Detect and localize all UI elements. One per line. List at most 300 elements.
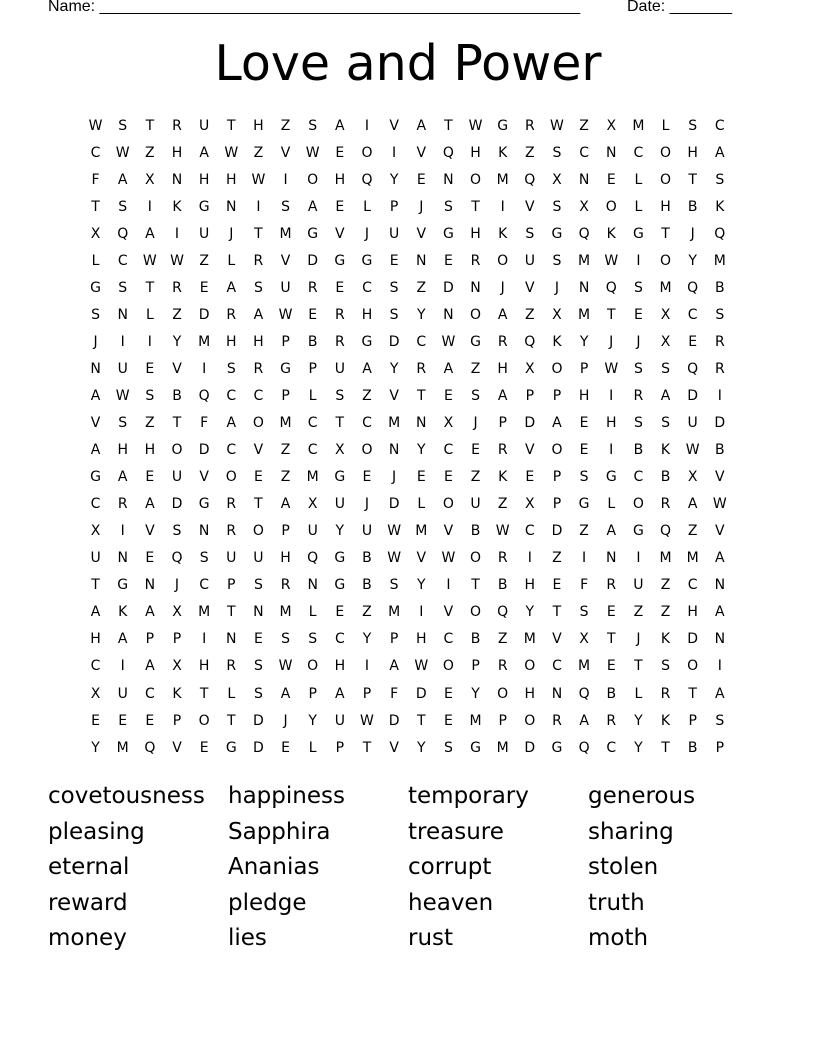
- grid-letter: G: [90, 279, 101, 296]
- grid-letter: P: [281, 523, 290, 540]
- grid-letter: N: [226, 198, 237, 215]
- grid-letter: X: [90, 523, 101, 540]
- grid-letter: L: [634, 171, 643, 188]
- grid-letter: C: [199, 577, 210, 594]
- grid-letter: G: [334, 469, 346, 486]
- grid-letter: T: [661, 225, 670, 242]
- grid-letter: S: [552, 252, 562, 269]
- grid-letter: M: [279, 604, 292, 621]
- grid-letter: S: [552, 144, 562, 161]
- word-bank-item: lies: [228, 925, 267, 952]
- grid-letter: H: [198, 171, 210, 188]
- grid-letter: G: [551, 739, 563, 756]
- grid-letter: A: [280, 685, 291, 702]
- grid-letter: E: [145, 712, 155, 729]
- grid-letter: R: [226, 658, 237, 675]
- grid-letter: D: [307, 252, 319, 269]
- grid-letter: A: [715, 604, 725, 621]
- grid-letter: R: [497, 658, 508, 675]
- grid-letter: E: [525, 469, 535, 486]
- grid-letter: C: [334, 631, 345, 648]
- grid-row: [82, 355, 733, 382]
- grid-row: [82, 247, 733, 274]
- grid-letter: N: [470, 279, 481, 296]
- grid-letter: C: [362, 415, 372, 432]
- grid-letter: O: [524, 712, 536, 729]
- grid-letter: T: [362, 739, 372, 756]
- grid-letter: C: [362, 279, 372, 296]
- grid-letter: R: [606, 577, 617, 594]
- grid-letter: A: [389, 658, 399, 675]
- grid-letter: N: [416, 252, 427, 269]
- grid-letter: Z: [525, 144, 535, 161]
- grid-letter: R: [226, 496, 237, 513]
- grid-letter: H: [361, 306, 373, 323]
- grid-letter: P: [308, 360, 317, 377]
- grid-letter: L: [634, 198, 643, 215]
- grid-letter: E: [606, 604, 616, 621]
- grid-letter: Z: [470, 469, 481, 486]
- grid-letter: T: [91, 198, 100, 215]
- grid-letter: D: [388, 712, 400, 729]
- grid-letter: S: [661, 360, 670, 377]
- grid-letter: O: [442, 658, 454, 675]
- grid-letter: J: [636, 333, 641, 350]
- grid-letter: A: [362, 360, 372, 377]
- grid-letter: P: [145, 631, 155, 648]
- grid-letter: Q: [524, 333, 536, 350]
- grid-letter: E: [335, 279, 345, 296]
- grid-letter: R: [253, 360, 264, 377]
- grid-letter: D: [524, 739, 536, 756]
- grid-letter: E: [199, 279, 209, 296]
- grid-letter: Y: [335, 523, 345, 540]
- grid-letter: C: [416, 333, 427, 350]
- grid-letter: H: [687, 604, 698, 621]
- grid-letter: Q: [144, 739, 156, 756]
- grid-letter: W: [604, 252, 619, 269]
- word-bank-item: corrupt: [408, 854, 492, 881]
- grid-letter: V: [145, 523, 155, 540]
- grid-letter: W: [224, 144, 239, 161]
- grid-letter: Q: [442, 144, 454, 161]
- grid-letter: D: [171, 496, 183, 513]
- grid-letter: A: [335, 117, 345, 134]
- grid-letter: A: [606, 523, 617, 540]
- grid-letter: W: [170, 252, 184, 269]
- grid-letter: G: [551, 225, 563, 242]
- grid-letter: E: [633, 306, 643, 323]
- grid-letter: X: [90, 685, 101, 702]
- grid-letter: I: [364, 658, 370, 675]
- grid-row: [82, 680, 733, 707]
- grid-letter: D: [253, 739, 264, 756]
- grid-letter: U: [226, 550, 237, 567]
- grid-letter: N: [578, 171, 590, 188]
- grid-letter: J: [473, 415, 478, 432]
- grid-letter: Z: [687, 523, 698, 540]
- grid-letter: Q: [307, 550, 319, 567]
- grid-letter: Y: [416, 442, 426, 459]
- grid-letter: C: [307, 442, 318, 459]
- grid-letter: Z: [416, 279, 427, 296]
- grid-letter: M: [116, 739, 129, 756]
- grid-letter: U: [199, 117, 210, 134]
- grid-letter: P: [389, 198, 399, 215]
- grid-letter: T: [254, 225, 263, 242]
- grid-letter: O: [551, 442, 563, 459]
- grid-letter: R: [172, 279, 182, 296]
- grid-letter: J: [392, 469, 397, 486]
- grid-letter: N: [226, 631, 237, 648]
- grid-letter: U: [524, 252, 535, 269]
- grid-letter: R: [416, 360, 427, 377]
- grid-letter: O: [307, 171, 319, 188]
- grid-letter: S: [389, 279, 399, 296]
- grid-letter: I: [636, 252, 641, 269]
- grid-letter: Q: [524, 171, 536, 188]
- grid-letter: E: [552, 577, 562, 594]
- grid-letter: E: [416, 469, 426, 486]
- grid-letter: S: [443, 739, 453, 756]
- grid-letter: V: [172, 360, 182, 377]
- grid-letter: U: [117, 685, 128, 702]
- grid-letter: V: [525, 198, 535, 215]
- grid-letter: L: [308, 387, 317, 404]
- grid-letter: L: [308, 604, 317, 621]
- grid-letter: S: [253, 279, 263, 296]
- grid-letter: U: [361, 523, 373, 540]
- word-bank-item: generous: [588, 783, 696, 809]
- grid-letter: N: [578, 279, 590, 296]
- grid-letter: S: [145, 387, 155, 404]
- grid-letter: Z: [660, 577, 671, 594]
- grid-letter: S: [91, 306, 101, 323]
- grid-letter: Z: [145, 144, 155, 161]
- grid-letter: A: [145, 604, 155, 621]
- grid-letter: V: [389, 387, 399, 404]
- grid-letter: N: [144, 577, 156, 594]
- grid-letter: M: [306, 469, 319, 486]
- grid-letter: C: [226, 442, 237, 459]
- grid-letter: H: [253, 333, 264, 350]
- grid-letter: T: [335, 415, 345, 432]
- grid-letter: N: [171, 171, 183, 188]
- grid-letter: V: [172, 739, 182, 756]
- grid-letter: S: [552, 198, 562, 215]
- grid-letter: K: [660, 631, 671, 648]
- grid-letter: G: [632, 225, 644, 242]
- grid-letter: A: [117, 171, 128, 188]
- grid-letter: V: [525, 442, 535, 459]
- grid-letter: U: [90, 550, 101, 567]
- grid-letter: W: [550, 117, 564, 134]
- grid-letter: C: [443, 631, 454, 648]
- grid-letter: I: [147, 333, 152, 350]
- grid-letter: I: [636, 550, 641, 567]
- grid-letter: S: [118, 198, 128, 215]
- grid-letter: M: [713, 252, 726, 269]
- grid-letter: E: [281, 739, 290, 756]
- grid-letter: I: [256, 198, 261, 215]
- grid-row: [82, 464, 733, 491]
- grid-letter: Y: [389, 360, 399, 377]
- grid-letter: U: [633, 577, 644, 594]
- grid-letter: P: [308, 685, 317, 702]
- grid-letter: T: [145, 279, 155, 296]
- grid-letter: A: [145, 496, 155, 513]
- grid-letter: V: [389, 739, 399, 756]
- grid-letter: K: [660, 442, 671, 459]
- grid-letter: N: [714, 631, 726, 648]
- grid-letter: Q: [171, 550, 183, 567]
- grid-letter: M: [659, 279, 672, 296]
- grid-letter: Y: [634, 712, 643, 729]
- grid-letter: G: [334, 550, 346, 567]
- grid-letter: O: [551, 360, 563, 377]
- grid-letter: Y: [91, 739, 100, 756]
- grid-letter: X: [579, 198, 589, 215]
- grid-letter: Z: [497, 631, 508, 648]
- grid-letter: C: [524, 523, 535, 540]
- grid-letter: S: [579, 469, 589, 486]
- grid-letter: V: [715, 469, 725, 486]
- grid-letter: D: [198, 306, 210, 323]
- grid-letter: O: [605, 198, 617, 215]
- grid-letter: E: [443, 469, 453, 486]
- grid-letter: U: [280, 279, 291, 296]
- grid-letter: Z: [172, 306, 182, 323]
- grid-letter: H: [90, 631, 101, 648]
- grid-letter: O: [252, 415, 264, 432]
- grid-letter: T: [226, 712, 236, 729]
- grid-row: [82, 139, 733, 166]
- grid-letter: L: [661, 117, 670, 134]
- grid-letter: E: [471, 442, 480, 459]
- grid-letter: C: [687, 306, 698, 323]
- grid-letter: K: [552, 333, 562, 350]
- word-bank-item: pledge: [228, 889, 307, 916]
- grid-letter: E: [389, 252, 399, 269]
- grid-letter: W: [360, 712, 374, 729]
- grid-letter: T: [661, 739, 670, 756]
- grid-letter: U: [334, 496, 345, 513]
- grid-letter: Z: [280, 442, 291, 459]
- grid-letter: O: [252, 523, 264, 540]
- grid-letter: T: [552, 604, 562, 621]
- grid-letter: Z: [362, 387, 372, 404]
- grid-letter: I: [446, 577, 451, 594]
- grid-row: [82, 707, 733, 734]
- grid-letter: W: [414, 658, 429, 675]
- grid-letter: M: [578, 252, 591, 269]
- grid-letter: I: [717, 387, 722, 404]
- grid-letter: E: [145, 550, 155, 567]
- grid-letter: O: [497, 685, 509, 702]
- grid-letter: Z: [280, 469, 291, 486]
- grid-letter: A: [117, 631, 128, 648]
- grid-letter: I: [419, 604, 424, 621]
- grid-letter: Q: [497, 604, 509, 621]
- grid-letter: A: [307, 198, 318, 215]
- grid-letter: H: [144, 442, 156, 459]
- grid-letter: H: [334, 171, 346, 188]
- grid-letter: V: [416, 550, 427, 567]
- grid-letter: S: [389, 577, 399, 594]
- grid-letter: S: [633, 415, 643, 432]
- grid-letter: X: [90, 225, 101, 242]
- grid-letter: Z: [579, 117, 589, 134]
- grid-letter: W: [495, 523, 510, 540]
- grid-letter: O: [198, 712, 210, 729]
- grid-letter: I: [202, 360, 207, 377]
- page-title: Love and Power: [214, 35, 602, 92]
- grid-letter: W: [441, 333, 456, 350]
- grid-letter: U: [253, 550, 264, 567]
- word-bank-item: Sapphira: [228, 818, 331, 845]
- grid-letter: E: [308, 306, 318, 323]
- grid-letter: E: [335, 198, 345, 215]
- grid-row: [82, 545, 733, 572]
- grid-letter: D: [388, 333, 400, 350]
- grid-letter: X: [335, 442, 345, 459]
- grid-letter: N: [714, 577, 726, 594]
- grid-letter: C: [90, 496, 101, 513]
- grid-letter: G: [361, 252, 373, 269]
- grid-letter: A: [715, 550, 725, 567]
- grid-letter: J: [364, 496, 370, 513]
- grid-letter: L: [145, 306, 154, 323]
- grid-letter: F: [91, 171, 100, 188]
- grid-letter: R: [497, 442, 508, 459]
- grid-letter: H: [415, 631, 427, 648]
- grid-letter: P: [389, 631, 399, 648]
- grid-letter: K: [172, 198, 182, 215]
- grid-letter: R: [660, 496, 671, 513]
- grid-letter: W: [251, 171, 266, 188]
- grid-letter: G: [632, 523, 644, 540]
- grid-letter: N: [606, 144, 617, 161]
- grid-letter: M: [578, 306, 591, 323]
- grid-letter: Z: [660, 604, 671, 621]
- grid-letter: H: [280, 550, 291, 567]
- grid-letter: P: [552, 387, 562, 404]
- grid-letter: W: [604, 360, 619, 377]
- grid-letter: P: [498, 415, 507, 432]
- grid-letter: L: [417, 496, 426, 513]
- grid-letter: A: [117, 469, 128, 486]
- grid-letter: P: [715, 739, 725, 756]
- word-bank-item: pleasing: [48, 818, 145, 845]
- grid-letter: M: [659, 550, 672, 567]
- grid-letter: S: [335, 387, 345, 404]
- grid-letter: P: [335, 739, 345, 756]
- grid-letter: Z: [470, 360, 481, 377]
- grid-letter: M: [496, 171, 509, 188]
- grid-letter: U: [334, 360, 345, 377]
- grid-letter: W: [305, 144, 320, 161]
- grid-letter: E: [443, 252, 453, 269]
- grid-row: [82, 572, 733, 599]
- grid-letter: Q: [578, 685, 590, 702]
- grid-letter: D: [524, 415, 536, 432]
- grid-letter: I: [500, 198, 505, 215]
- grid-letter: T: [444, 117, 453, 134]
- grid-letter: M: [279, 225, 292, 242]
- word-bank-item: heaven: [408, 889, 494, 916]
- grid-letter: G: [605, 469, 617, 486]
- grid-letter: C: [687, 577, 698, 594]
- grid-letter: R: [497, 550, 508, 567]
- word-bank-item: money: [48, 925, 127, 952]
- grid-letter: F: [390, 685, 399, 702]
- grid-letter: P: [362, 685, 372, 702]
- word-bank-item: stolen: [588, 854, 659, 881]
- grid-letter: K: [715, 198, 725, 215]
- grid-letter: E: [579, 442, 589, 459]
- grid-letter: X: [579, 631, 589, 648]
- grid-letter: B: [470, 523, 481, 540]
- grid-letter: J: [93, 333, 98, 350]
- date-line: Date: _______: [627, 0, 732, 15]
- grid-letter: M: [198, 333, 211, 350]
- grid-letter: L: [634, 685, 643, 702]
- grid-letter: H: [578, 387, 590, 404]
- word-bank-item: truth: [588, 889, 645, 916]
- grid-letter: Z: [497, 496, 508, 513]
- grid-letter: U: [307, 523, 318, 540]
- grid-letter: A: [687, 496, 698, 513]
- grid-letter: H: [524, 577, 536, 594]
- grid-row: [82, 653, 733, 680]
- grid-letter: M: [469, 712, 482, 729]
- grid-letter: E: [416, 171, 426, 188]
- grid-letter: Z: [552, 550, 562, 567]
- grid-letter: S: [715, 171, 725, 188]
- grid-letter: H: [171, 144, 183, 161]
- grid-letter: R: [280, 577, 291, 594]
- grid-letter: N: [307, 577, 318, 594]
- grid-letter: R: [714, 333, 725, 350]
- grid-letter: R: [524, 117, 535, 134]
- grid-letter: O: [470, 604, 482, 621]
- grid-letter: P: [471, 658, 480, 675]
- grid-letter: H: [198, 658, 210, 675]
- grid-letter: C: [579, 144, 589, 161]
- grid-letter: X: [606, 117, 617, 134]
- grid-letter: P: [281, 387, 290, 404]
- grid-letter: T: [416, 712, 426, 729]
- grid-letter: A: [226, 279, 237, 296]
- grid-letter: H: [253, 117, 264, 134]
- grid-letter: M: [279, 415, 292, 432]
- grid-letter: G: [442, 225, 454, 242]
- grid-letter: O: [660, 171, 672, 188]
- grid-letter: T: [606, 631, 616, 648]
- grid-letter: E: [579, 415, 589, 432]
- grid-letter: E: [606, 171, 616, 188]
- grid-letter: C: [226, 387, 237, 404]
- letter-grid: [82, 112, 733, 761]
- grid-letter: H: [660, 198, 671, 215]
- grid-letter: L: [308, 739, 317, 756]
- grid-letter: D: [687, 387, 699, 404]
- grid-letter: H: [687, 144, 698, 161]
- grid-letter: S: [308, 631, 318, 648]
- grid-letter: C: [633, 469, 644, 486]
- grid-letter: A: [579, 712, 589, 729]
- grid-letter: T: [688, 685, 697, 702]
